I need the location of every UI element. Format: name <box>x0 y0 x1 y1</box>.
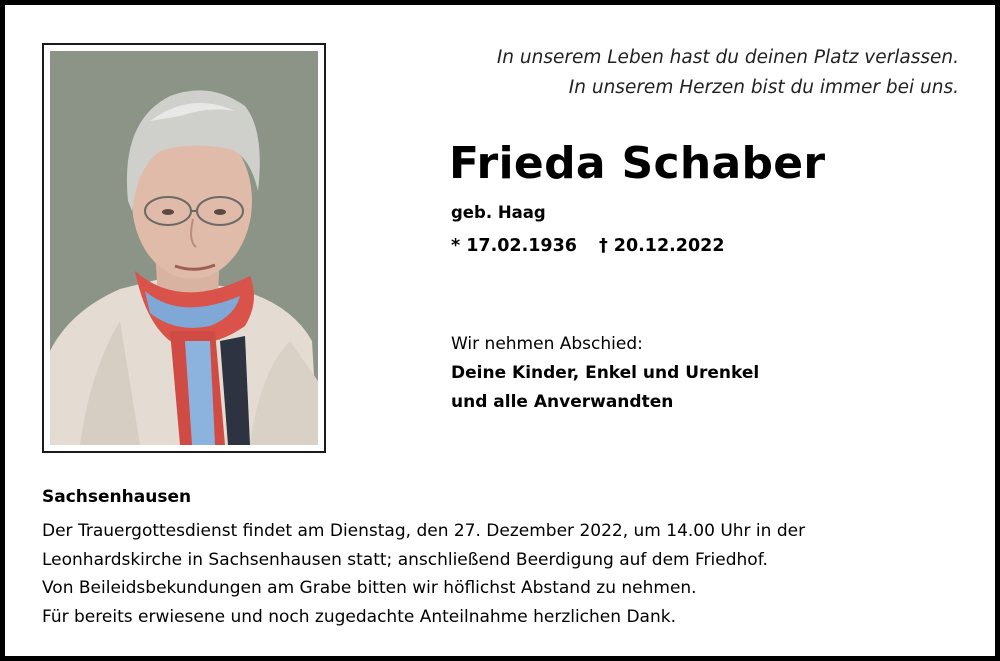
location-heading: Sachsenhausen <box>42 487 192 507</box>
mourners-line: Deine Kinder, Enkel und Urenkel <box>451 363 760 383</box>
motto-line: In unserem Leben hast du deinen Platz verlassen. <box>496 47 959 68</box>
portrait-frame <box>42 43 326 453</box>
service-notice <box>42 517 805 631</box>
life-dates <box>451 236 725 256</box>
notice-line: Von Beileidsbekundungen am Grabe bitten wir höflichst Abstand zu nehmen. <box>42 578 697 598</box>
deceased-name: Frieda Schaber <box>449 138 826 189</box>
death-date: † 20.12.2022 <box>598 236 725 256</box>
birth-name: geb. Haag <box>451 203 546 222</box>
motto <box>439 43 959 103</box>
farewell-block <box>451 330 759 417</box>
portrait-illustration <box>50 51 318 445</box>
motto-line: In unserem Herzen bist du immer bei uns. <box>568 77 959 98</box>
notice-line: Leonhardskirche in Sachsenhausen statt; anschließend Beerdigung auf dem Friedhof. <box>42 549 768 570</box>
mourners-line: und alle Anverwandten <box>451 392 674 412</box>
notice-line: Für bereits erwiesene und noch zugedachte Anteilnahme herzlichen Dank. <box>42 606 676 627</box>
portrait-photo <box>50 51 318 445</box>
notice-line: Der Trauergottesdienst findet am Dienstag, den 27. Dezember 2022, um 14.00 Uhr in der <box>42 521 806 541</box>
birth-date: * 17.02.1936 <box>451 236 577 256</box>
farewell-intro: Wir nehmen Abschied: <box>451 334 643 354</box>
